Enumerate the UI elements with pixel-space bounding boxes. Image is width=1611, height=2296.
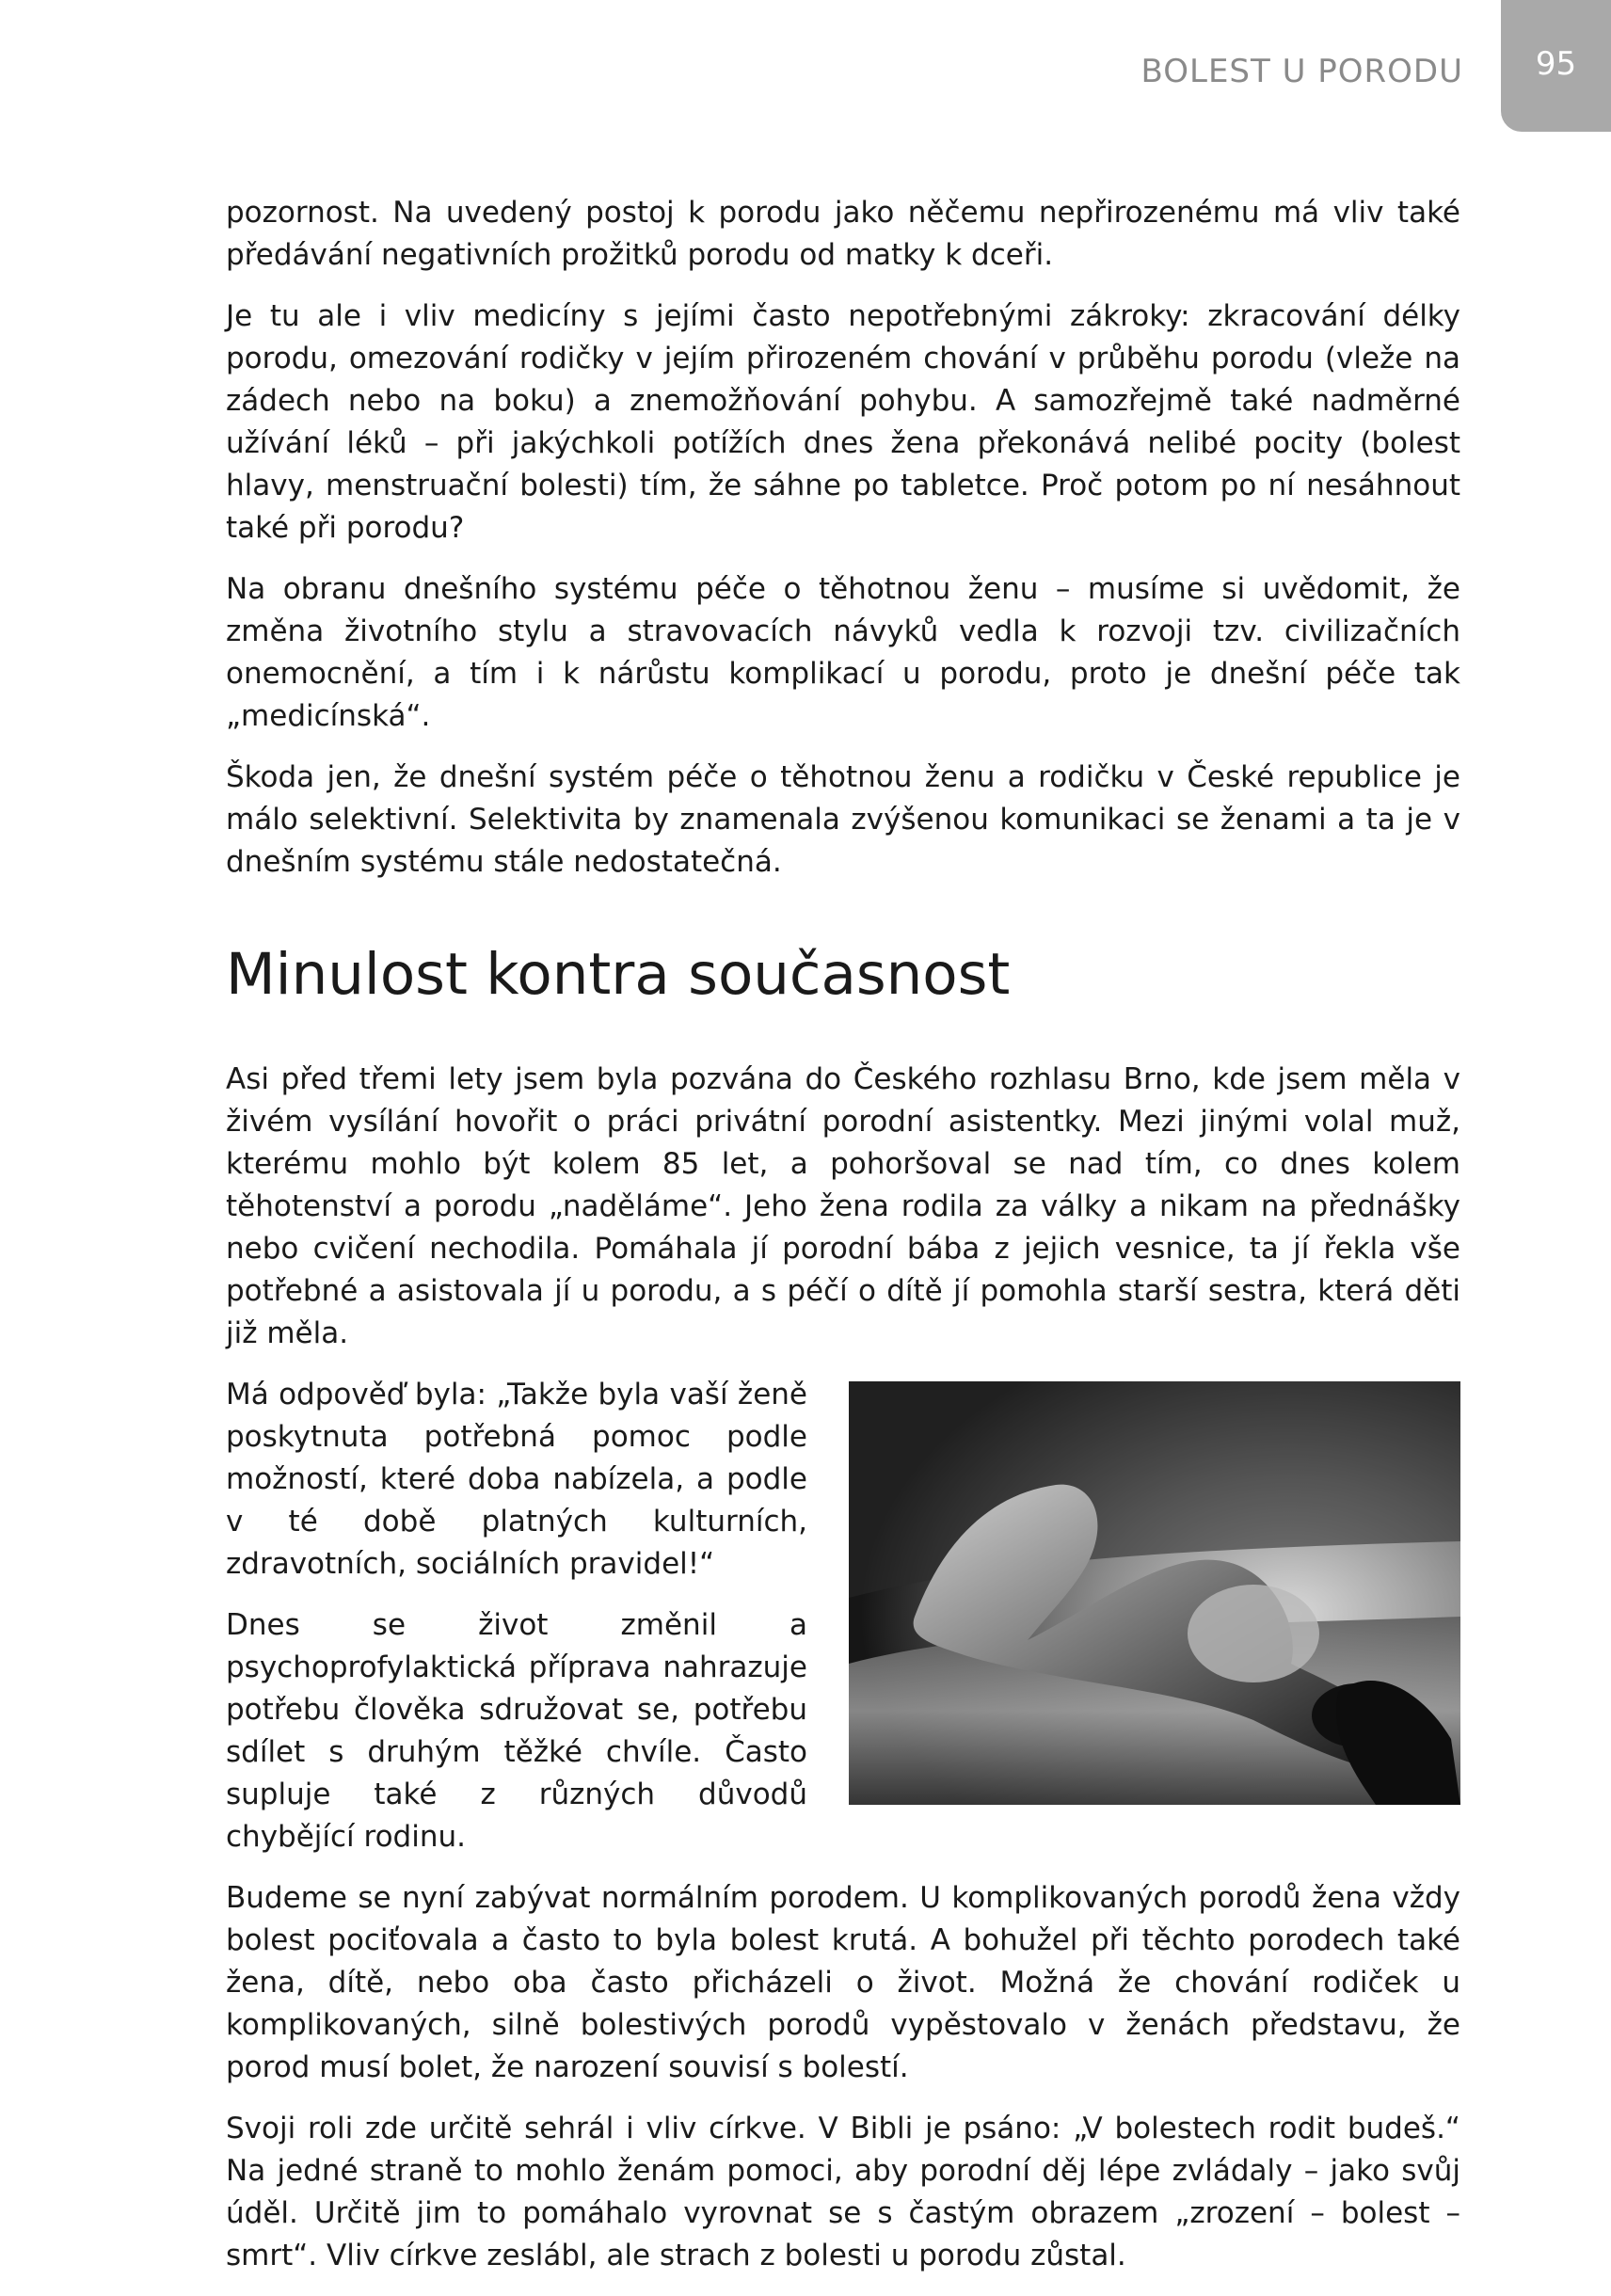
paragraph: Má odpověď byla: „Takže byla vaší ženě poskytnuta potřebná pomoc podle možností, které doba nabízela, a podle v té době platných kulturních, zdravotních, sociálních pravidel!“ bbox=[226, 1378, 807, 1581]
paragraph: pozornost. Na uvedený postoj k porodu jako něčemu nepřirozenému má vliv také předávání negativních prožitků porodu od matky k dceři. bbox=[226, 196, 1460, 272]
running-title: BOLEST U PORODU bbox=[1140, 53, 1463, 90]
paragraph: Asi před třemi lety jsem byla pozvána do Českého rozhlasu Brno, kde jsem měla v živém vysílání hovořit o práci privátní porodní asistentky. Mezi jinými volal muž, kterému mohlo být kolem 85 let, a pohoršoval se nad tím, co dnes kolem těhotenství a porodu „naděláme“. Jeho žena rodila za války a nikam na přednášky nebo cvičení nechodila. Pomáhala jí porodní bába z jejich vesnice, ta jí řekla vše potřebné a asistovala jí u porodu, a s péčí o dítě jí pomohla starší sestra, která děti již měla. bbox=[226, 1062, 1460, 1350]
section-heading: Minulost kontra současnost bbox=[226, 941, 1011, 1008]
paragraph: Na obranu dnešního systému péče o těhotnou ženu – musíme si uvědomit, že změna životního stylu a stravovacích návyků vedla k rozvoji tzv. civilizačních onemocnění, a tím i k nárůstu komplikací u porodu, proto je dnešní péče tak „medicínská“. bbox=[226, 572, 1460, 733]
paragraph: Dnes se život změnil a psychoprofylaktická příprava nahrazuje potřebu člověka sdružovat se, potřebu sdílet s druhým těžké chvíle. Často supluje také z různých důvodů chybějící rodinu. bbox=[226, 1608, 807, 1854]
paragraph: Budeme se nyní zabývat normálním porodem. U komplikovaných porodů žena vždy bolest pociťovala a často to byla bolest krutá. A bohužel při těchto porodech také žena, dítě, nebo oba často přicházeli o život. Možná že chování rodiček u komplikovaných, silně bolestivých porodů vypěstovalo v ženách představu, že porod musí bolet, že narození souvisí s bolestí. bbox=[226, 1881, 1460, 2084]
photo-pregnant-woman-lying bbox=[849, 1381, 1460, 1805]
paragraph: Svoji roli zde určitě sehrál i vliv církve. V Bibli je psáno: „V bolestech rodit budeš.“ Na jedné straně to mohlo ženám pomoci, aby porodní děj lépe zvládaly – jako svůj úděl. Určitě jim to pomáhalo vyrovnat se s častým obrazem „zrození – bolest – smrt“. Vliv církve zeslábl, ale strach z bolesti u porodu zůstal. bbox=[226, 2112, 1460, 2272]
page-body bbox=[226, 192, 1460, 2296]
page-number: 95 bbox=[1535, 45, 1577, 83]
page-number-tab bbox=[1501, 0, 1611, 132]
paragraph: Je tu ale i vliv medicíny s jejími často nepotřebnými zákroky: zkracování délky porodu, omezování rodičky v jejím přirozeném chování v průběhu porodu (vleže na zádech nebo na boku) a znemožňování pohybu. A samozřejmě také nadměrné užívání léků – při jakýchkoli potížích dnes žena překonává nelibé pocity (bolest hlavy, menstruační bolesti) tím, že sáhne po tabletce. Proč potom po ní nesáhnout také při porodu? bbox=[226, 299, 1460, 545]
paragraph: Škoda jen, že dnešní systém péče o těhotnou ženu a rodičku v České republice je málo selektivní. Selektivita by znamenala zvýšenou komunikaci se ženami a ta je v dnešním systému stále nedostatečná. bbox=[226, 760, 1460, 879]
